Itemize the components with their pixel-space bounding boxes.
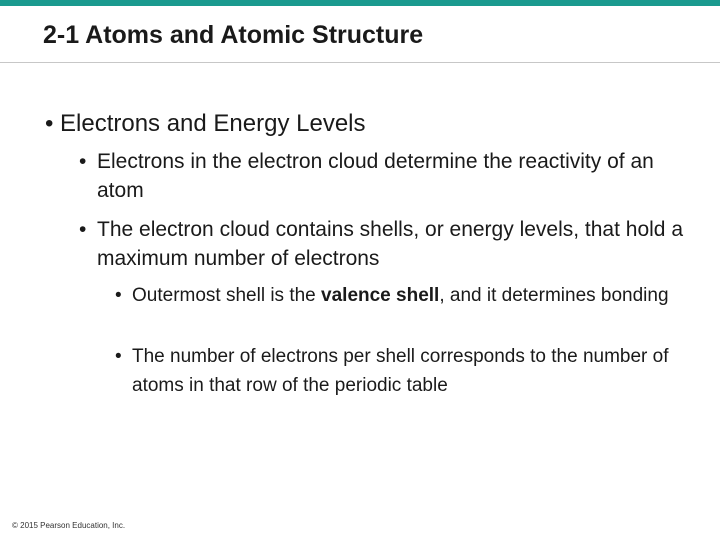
bullet-text: Electrons and Energy Levels [60,110,366,137]
sub-bullet-text: Electrons in the electron cloud determine the reactivity of an atom [97,150,654,202]
bullet-electrons-energy-levels [45,109,700,139]
copyright-notice: © 2015 Pearson Education, Inc. [12,521,126,530]
slide-title: 2-1 Atoms and Atomic Structure [43,21,424,49]
sub-bullet-text: The electron cloud contains shells, or energy levels, that hold a maximum number of electrons [97,218,684,270]
title-divider [0,62,720,63]
sub-bullet-shells [79,215,697,273]
sub-sub-bullet-periodic-table [115,342,692,400]
bullet-marker: • [45,110,54,137]
sub-sub-bullet-valence-shell [115,281,692,310]
sub-bullet-reactivity [79,147,697,205]
sub-sub-bullet-text: The number of electrons per shell corresponds to the number of atoms in that row of the periodic table [132,346,669,396]
bullet-marker: • [79,218,87,241]
bullet-marker: • [79,150,87,173]
sub-sub-bullet-text [132,281,692,310]
text-after-term: , and it determines bonding [439,285,669,306]
bullet-marker: • [115,285,122,306]
accent-bar [0,0,720,6]
bullet-marker: • [115,346,122,367]
valence-shell-term: valence shell [321,285,440,306]
text-before-term: Outermost shell is the [132,285,322,306]
